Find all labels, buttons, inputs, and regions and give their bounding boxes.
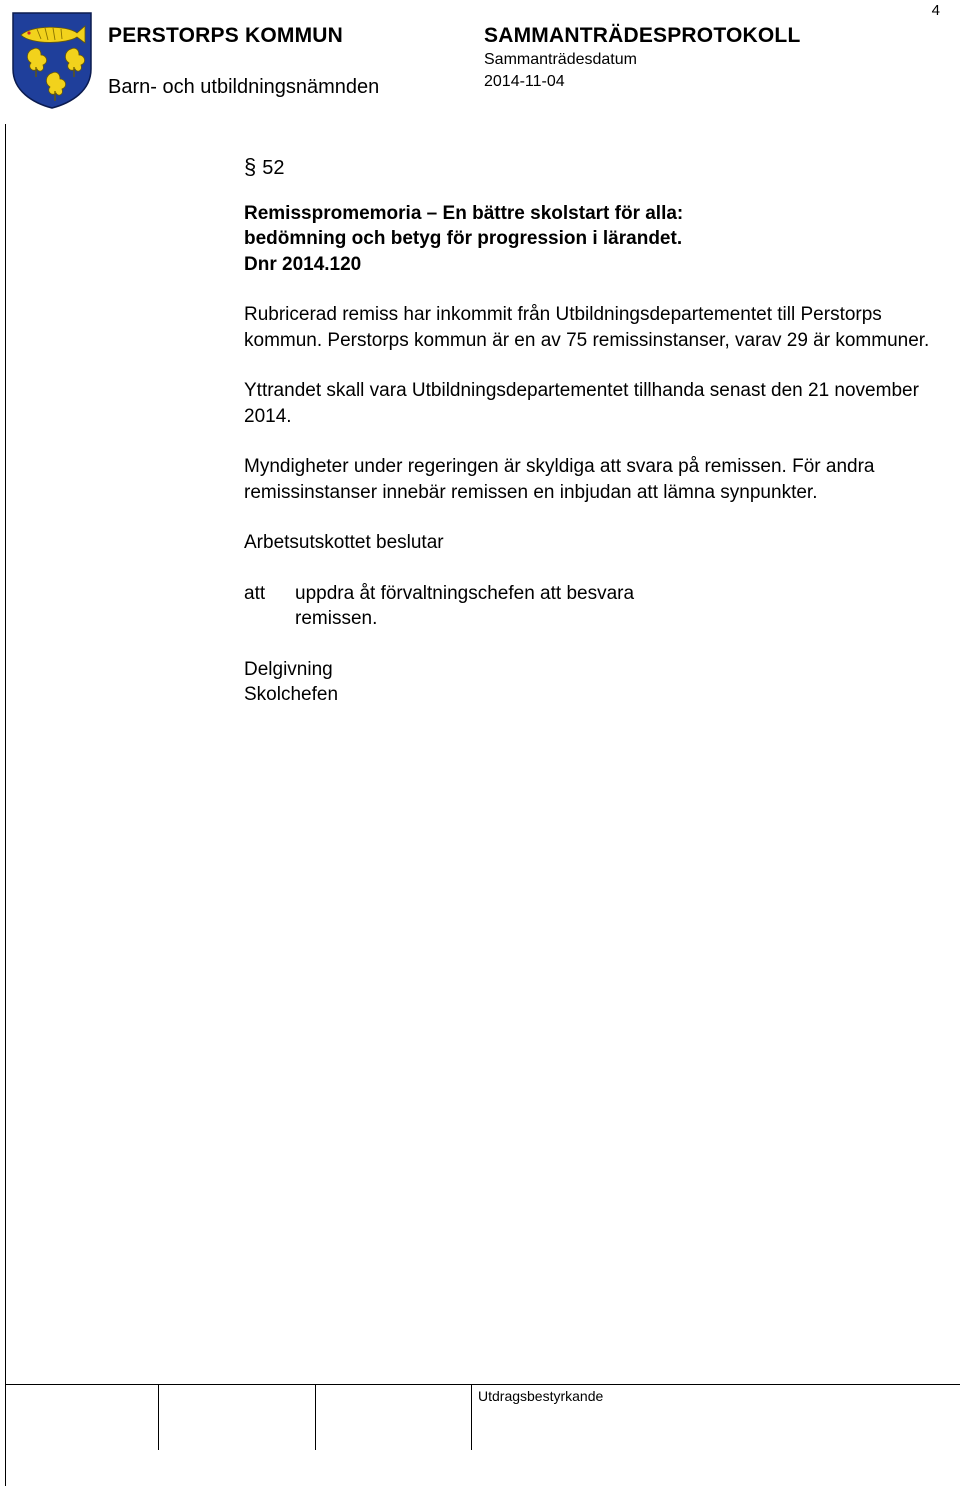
decision-item <box>244 581 934 632</box>
signature-box-divider <box>471 1384 472 1450</box>
protocol-content <box>244 154 934 733</box>
meeting-date-label: Sammanträdesdatum <box>484 51 637 68</box>
decision-heading: Arbetsutskottet beslutar <box>244 532 444 553</box>
meeting-date: 2014-11-04 <box>484 73 565 90</box>
left-margin-rule <box>5 124 6 1486</box>
document-type: SAMMANTRÄDESPROTOKOLL <box>484 24 801 47</box>
case-number: Dnr 2014.120 <box>244 253 362 275</box>
distribution-block <box>244 657 934 708</box>
distribution-recipient: Skolchefen <box>244 684 339 705</box>
page-number: 4 <box>931 2 940 19</box>
signature-box-divider <box>315 1384 316 1450</box>
municipality-name: PERSTORPS KOMMUN <box>108 24 343 47</box>
body-paragraph: Myndigheter under regeringen är skyldiga att svara på remissen. För andra remissinstanser innebär remissen en inbjudan att lämna synpunkter. <box>244 456 875 503</box>
body-paragraph: Rubricerad remiss har inkommit från Utbildningsdepartementet till Perstorps kommun. Perstorps kommun är en av 75 remissinstanser, varav 29 är kommuner. <box>244 304 930 351</box>
section-title <box>244 201 934 278</box>
title-line: Remisspromemoria – En bättre skolstart för alla: <box>244 202 684 224</box>
section-symbol: § <box>244 154 257 179</box>
committee-name: Barn- och utbildningsnämnden <box>108 76 380 98</box>
decision-text: uppdra åt förvaltningschefen att besvara remissen. <box>295 582 635 629</box>
section-number: 52 <box>262 157 285 179</box>
certification-label: Utdragsbestyrkande <box>478 1388 604 1404</box>
title-line: bedömning och betyg för progression i lärandet. <box>244 228 683 249</box>
body-paragraph: Yttrandet skall vara Utbildningsdepartementet tillhanda senast den 21 november 2014. <box>244 380 919 427</box>
signature-box-divider <box>158 1384 159 1450</box>
distribution-heading: Delgivning <box>244 658 333 680</box>
signature-box-top-rule <box>5 1384 960 1385</box>
municipal-coat-of-arms <box>11 11 93 109</box>
decision-word: att <box>244 582 266 604</box>
paragraph-number <box>244 154 934 182</box>
